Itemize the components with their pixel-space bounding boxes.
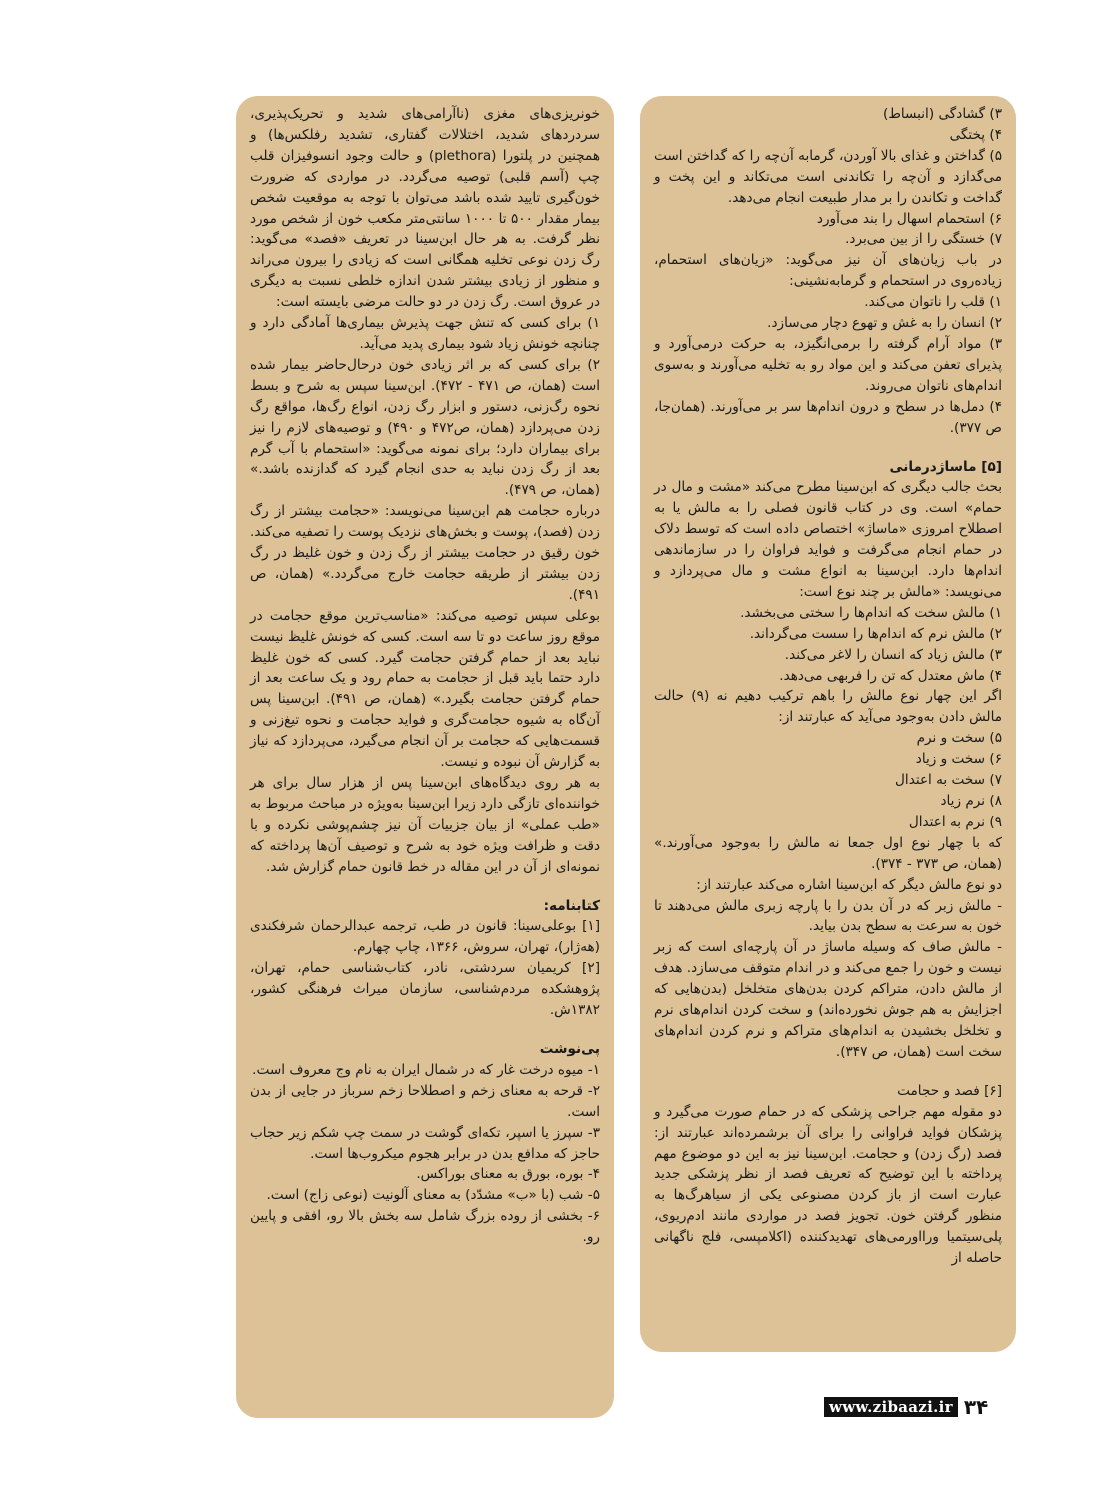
section-heading-massage: [۵] ماساژدرمانی xyxy=(889,458,1002,475)
footnote-item: ۴- بوره، بورق به معنای بوراکس. xyxy=(416,1166,600,1183)
paragraph: دو مقوله مهم جراحی پزشکی که در حمام صورت می‌گیرد و پزشکان فواید فراوانی را برای آن برشمرده‌اند عبارتند از: فصد (رگ زدن) و حجامت. ابن‌سینا نیز به این دو موضوع مهم پرداخته با این توضیح که تعریف فصد از نظر پزشکی جدید عبارت است از باز کردن مصنوعی یکی از سیاهرگ‌ها به منظور گرفتن خون. تجویز فصد در مواردی مانند ادم‌ریوی، پلی‌سیتمیا ورا‌اورمی‌های تهدیدکننده (اکلامپسی، فلج ناگهانی حاصله از xyxy=(654,1103,1002,1267)
paragraph: بحث جالب دیگری که ابن‌سینا مطرح می‌کند «مشت و مال در حمام» است. وی در کتاب قانون فصلی را به مالش یا به اصطلاح امروزی «ماساژ» اختصاص داده است که توسط دلاک در حمام انجام می‌گرفت و فواید فراوان را در سازماندهی اندام‌ها دارد. ابن‌سینا به انواع مشت و مال می‌پردازد و می‌نویسد: «مالش بر چند نوع است: xyxy=(654,479,1002,600)
website-link[interactable]: www.zibaazi.ir xyxy=(824,1397,958,1417)
footnote-item: ۶- بخشی از روده بزرگ شامل سه بخش بالا رو، افقی و پایین رو. xyxy=(250,1208,600,1246)
paragraph: در باب زیان‌های آن نیز می‌گوید: «زیان‌های استحمام، زیاده‌روی در استحمام و گرمابه‌نشینی: xyxy=(654,252,1002,290)
list-item: ۴) ماش معتدل که تن را فربهی می‌دهد. xyxy=(779,667,1002,684)
paragraph: بوعلی سپس توصیه می‌کند: «مناسب‌ترین موقع حجامت در موقع روز ساعت دو تا سه است. کسی که خونش غلیظ نیست نباید بعد از حمام گرفتن حجامت گیرد. کسی که خون غلیظ دارد حتما باید قبل از حجامت به حمام رود و یک ساعت بعد از حمام گرفتن حجامت بگیرد.» (همان، ص ۴۹۱). ابن‌سینا پس آن‌گاه به شیوه حجامت‌گری و فواید حجامت و نحوه تیغ‌زنی و قسمت‌هایی که حجامت بر آن انجام می‌گیرد، می‌پردازد که نیاز به گزارش آن نبوده و نیست. xyxy=(250,607,600,771)
paragraph: به هر روی دیدگاه‌های ابن‌سینا پس از هزار سال برای هر خواننده‌ای تازگی دارد زیرا ابن‌سینا به‌ویژه در مباحث مربوط به «طب عملی» از بیان جزییات آن نیز چشم‌پوشی نکرده و با دقت و ظرافت ویژه خود به شرح و توصیف آن‌ها پرداخته که نمونه‌ای از آن در این مقاله در خط قانون حمام گزارش شد. xyxy=(250,775,600,875)
footnote-item: ۳- سپرز یا اسپر، تکه‌ای گوشت در سمت چپ شکم زیر حجاب حاجز که مدافع بدن در برابر هجوم میکروب‌ها است. xyxy=(250,1124,600,1162)
paragraph: دو نوع مالش دیگر که ابن‌سینا اشاره می‌کند عبارتند از: xyxy=(696,876,1002,893)
list-item: ۳) مالش زیاد که انسان را لاغر می‌کند. xyxy=(784,646,1002,663)
paragraph: درباره حجامت هم ابن‌سینا می‌نویسد: «حجامت بیشتر از رگ زدن (فصد)، پوست و بخش‌های نزدیک پوست را تصفیه می‌کند. خون رقیق در حجامت بیشتر از رگ زدن و خون غلیظ در رگ زدن بیشتر از طریقه حجامت خارج می‌گردد.» (همان، ص ۴۹۱). xyxy=(250,503,600,603)
left-text-column xyxy=(236,96,614,1418)
paragraph: - مالش صاف که وسیله ماساژ در آن پارچه‌ای است که زبر نیست و خون را جمع می‌کند و در اندام متوقف می‌سازد. هدف از مالش دادن، متراکم کردن بدن‌های متخلخل (بدن‌هایی که اجزایش به هم جوش نخورده‌اند) و سخت کردن اندام‌های نرم و تخلخل بخشیدن به اندام‌های متراکم و نرم کردن اندام‌های سخت است (همان، ص ۳۴۷). xyxy=(654,939,1002,1060)
list-item: ۶) سخت و زیاد xyxy=(915,751,1002,768)
list-item: ۹) نرم به اعتدال xyxy=(908,813,1002,830)
paragraph: ۶) استحمام اسهال را بند می‌آورد xyxy=(816,210,1002,227)
bibliography-item: [۱] بوعلی‌سینا: قانون در طب، ترجمه عبدالرحمان شرفکندی (هه‌ژار)، تهران، سروش، ۱۳۶۶، چاپ چهارم. xyxy=(250,918,600,956)
paragraph: ۴) پختگی xyxy=(949,126,1002,143)
right-text-column xyxy=(640,96,1016,1352)
paragraph: ۴) دمل‌ها در سطح و درون اندام‌ها سر بر می‌آورند. (همان‌جا، ص ۳۷۷). xyxy=(654,398,1002,436)
list-item: ۸) نرم زیاد xyxy=(940,793,1002,809)
footnote-item: ۱- میوه درخت غار که در شمال ایران به نام وج معروف است. xyxy=(252,1061,600,1078)
footnote-item: ۵- شب (با «ب» مشدّد) به معنای آلونیت (نوعی زاج) است. xyxy=(266,1187,600,1204)
list-item: ۱) مالش سخت که اندام‌ها را سختی می‌بخشد. xyxy=(740,604,1002,621)
footnotes-heading: پی‌نوشت xyxy=(539,1040,600,1057)
paragraph: ۱) قلب را ناتوان می‌کند. xyxy=(864,294,1002,311)
section-heading-fasd: [۶] فصد و حجامت xyxy=(897,1082,1002,1099)
paragraph: اگر این چهار نوع مالش را باهم ترکیب دهیم نه (۹) حالت مالش دادن به‌وجود می‌آید که عبارتند از: xyxy=(654,688,1002,726)
paragraph: ۱) برای کسی که تنش جهت پذیرش بیماری‌ها آمادگی دارد و چنانچه خونش زیاد شود بیماری پدید می‌آید. xyxy=(250,315,600,352)
paragraph: ۷) خستگی را از بین می‌برد. xyxy=(845,231,1002,248)
paragraph: - مالش زبر که در آن بدن را با پارچه زبری مالش می‌دهند تا خون به سرعت به سطح بدن بیاید. xyxy=(654,897,1002,935)
bibliography-heading: کتابنامه: xyxy=(543,897,600,914)
list-item: ۵) سخت و نرم xyxy=(916,730,1002,747)
footnote-item: ۲- قرحه به معنای زخم و اصطلاحا زخم سرباز در جایی از بدن است. xyxy=(250,1082,600,1120)
paragraph: که با چهار نوع اول جمعا نه مالش را به‌وجود می‌آورند.» (همان، ص ۳۷۳ - ۳۷۴). xyxy=(654,834,1002,872)
paragraph: ۵) گداختن و غذای بالا آوردن، گرمابه آن‌چه را که گداختن است می‌گدازد و آن‌چه را تکاندنی است می‌تکاند و این پخت و گداخت و تکاندن را بر مدار طبیعت انجام می‌دهد. xyxy=(654,147,1002,206)
paragraph: ۳) گشادگی (انبساط) xyxy=(883,106,1002,122)
paragraph: ۲) انسان را به غش و تهوع دچار می‌سازد. xyxy=(767,315,1002,332)
bibliography-item: [۲] کریمیان سردشتی، نادر، کتاب‌شناسی حمام، تهران، پژوهشکده مردم‌شناسی، سازمان میراث فرهنگی کشور، ۱۳۸۲ش. xyxy=(250,960,600,1019)
paragraph: خونریزی‌های مغزی (ناآرامی‌های شدید و تحریک‌پذیری، سردردهای شدید، اختلالات گفتاری، تشدید رفلکس‌ها) و همچنین در پلتورا (plethora) و حالت وجود انسوفیزان قلب چپ (آسم قلبی) توصیه می‌گردد. در مواردی که ضرورت خون‌گیری تایید شده باشد می‌توان با توجه به موقعیت شخص بیمار مقدار ۵۰۰ تا ۱۰۰۰ سانتی‌متر مکعب خون از شخص مورد نظر گرفت. به هر حال ابن‌سینا در تعریف «فصد» می‌گوید: رگ زدن نوعی تخلیه همگانی است که زیادی را بیرون می‌راند و منظور از زیادی بیشتر شدن اندازه خلطی نسبت به دیگری در عروق است. رگ زدن در دو حالت مرضی بایسته است: xyxy=(250,106,601,311)
page-footer xyxy=(824,1395,988,1419)
list-item: ۲) مالش نرم که اندام‌ها را سست می‌گرداند. xyxy=(749,625,1002,642)
paragraph: ۳) مواد آرام گرفته را برمی‌انگیزد، به حرکت درمی‌آورد و پذیرای تعفن می‌کند و این مواد رو به تخلیه می‌آورند و به‌سوی اندام‌های ناتوان می‌روند. xyxy=(654,335,1002,394)
list-item: ۷) سخت به اعتدال xyxy=(895,772,1002,789)
page-number: ۳۴ xyxy=(963,1395,989,1419)
paragraph: ۲) برای کسی که بر اثر زیادی خون درحال‌حاضر بیمار شده است (همان، ص ۴۷۱ - ۴۷۲). ابن‌سینا سپس به شرح و بسط نحوه رگ‌زنی، دستور و ابزار رگ زدن، انواع رگ‌ها، مواقع رگ زدن می‌پردازد (همان، ص۴۷۲ و ۴۹۰) و توصیه‌های لازم را نیز برای بیماران دارد؛ برای نمونه می‌گوید: «استحمام با آب گرم بعد از رگ زدن نباید به حدی انجام گیرد که گدازنده باشد.» (همان، ص ۴۷۹). xyxy=(250,356,600,499)
